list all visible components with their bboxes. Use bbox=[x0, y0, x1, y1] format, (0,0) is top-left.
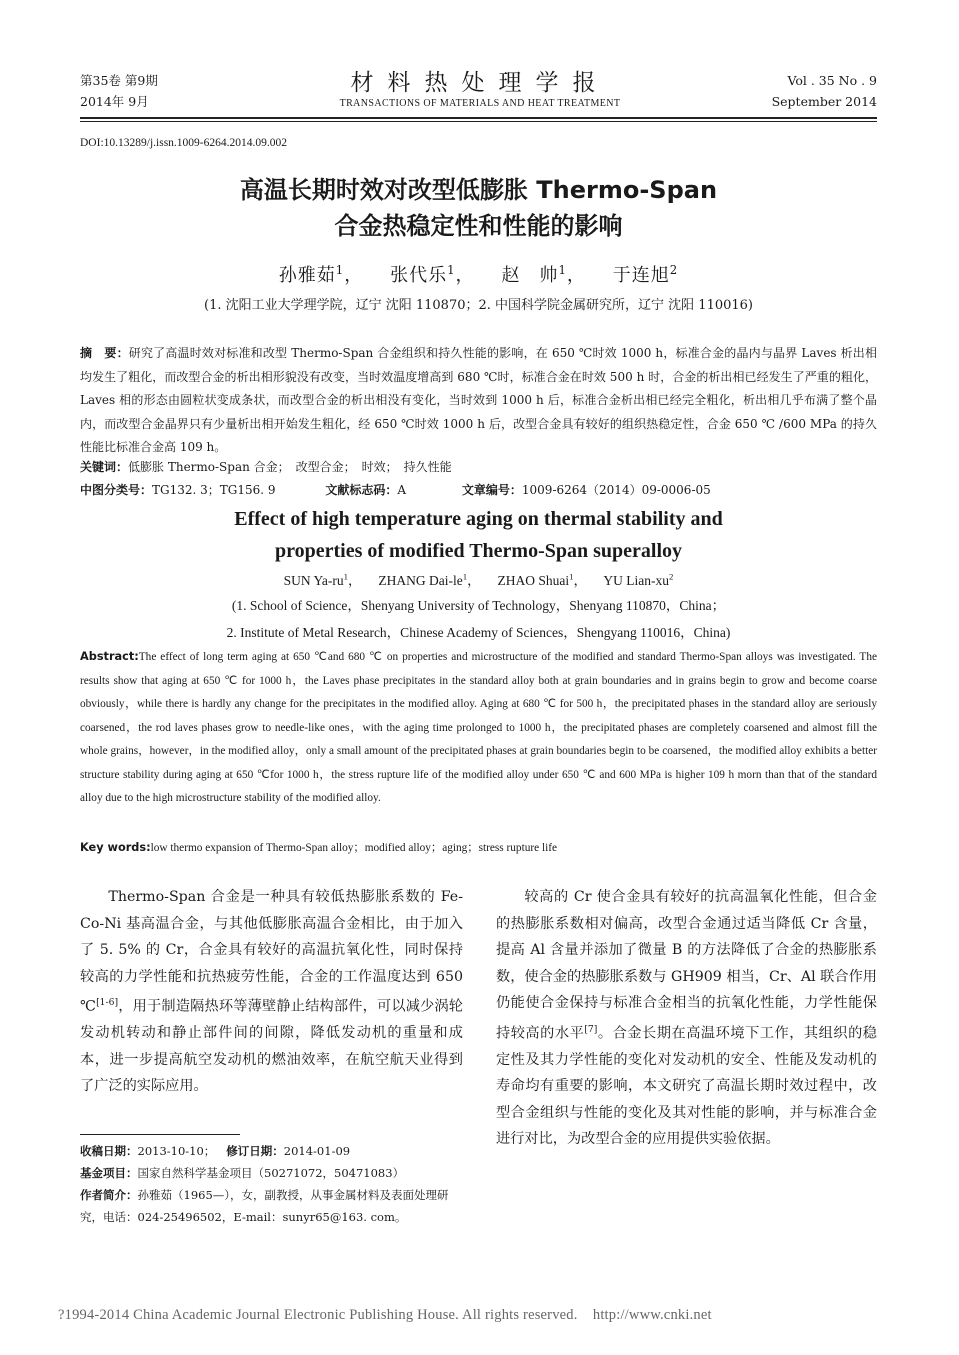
body-left-text: Thermo-Span 合金是一种具有较低热膨胀系数的 Fe-Co-Ni 基高温合金，与其他低膨胀高温合金相比，由于加入了 5. 5% 的 Cr，合金具有较好的高温抗氧化性，同时保持较高的力学性能和抗热疲劳性能，合金的工作温度达到 650 ℃ bbox=[80, 889, 463, 1015]
affiliation-cn: (1. 沈阳工业大学理学院，辽宁 沈阳 110870；2. 中国科学院金属研究所，辽宁 沈阳 110016) bbox=[204, 298, 753, 313]
journal-title-en: TRANSACTIONS OF MATERIALS AND HEAT TREATMENT bbox=[339, 98, 621, 109]
doc-code-label: 文献标志码： bbox=[325, 483, 398, 497]
author-en: ZHANG Dai-$le^1$， bbox=[378, 571, 481, 588]
author-en: YU Lian-$xu^2$ bbox=[603, 571, 674, 588]
keywords-en bbox=[80, 836, 877, 861]
footnote bbox=[80, 1140, 470, 1228]
body-column-left bbox=[80, 884, 463, 1100]
funding: 基金项目：国家自然科学基金项目（50271072，50471083） bbox=[80, 1166, 405, 1180]
header-right bbox=[772, 70, 877, 112]
article-no-value: 1009-6264（2014）09-0006-05 bbox=[521, 483, 711, 497]
classification-line bbox=[80, 479, 877, 503]
doc-code-value: A bbox=[397, 483, 407, 497]
date-cn: 2014年 9月 bbox=[80, 94, 149, 109]
body-right-tail: 。合金长期在高温环境下工作，其组织的稳定性及其力学性能的变化对发动机的安全、性能及发动机的寿命均有重要的影响，本文研究了高温长期时效过程中，改型合金组织与性能的变化及其对性能的影响，并与标准合金进行对比，为改型合金的应用提供实验依据。 bbox=[496, 1025, 877, 1148]
keywords-en-label: Key words: bbox=[80, 841, 151, 854]
author-cn: 赵 帅$^1$， bbox=[501, 263, 586, 286]
volume-issue-cn: 第35卷 第9期 bbox=[80, 73, 158, 88]
authors-cn bbox=[80, 261, 877, 287]
abstract-en-text: The effect of long term aging at 650 ℃and 680 ℃ on properties and microstructure of the modified and standard Thermo-Span alloys was investigated. The results show that aging at 650 ℃ for 1000 h，the Laves phase precipitates in the standard alloy both at grain boundaries and in grains begin to grow and become coarse obviously，while there is hardly any change for the precipitates in the modified alloy. Aging at 680 ℃ for 500 h，the precipitated phases in the standard alloy are seriously coarsened，the rod laves phases grow to needle-like ones，with the aging time prolonged to 1000 h，the precipitated phases are completely coarsened and almost fill the whole grains，however，in the modified alloy，only a small amount of the precipitated phases at grain boundaries begin to be coarsened，the modified alloy exhibits a better structure stability during aging at 650 ℃for 1000 h，the stress rupture life of the modified alloy under 650 ℃ and 600 MPa is higher 109 h morn than that of the standard alloy due to the high microstructure stability of the modified alloy. bbox=[80, 651, 877, 804]
abstract-en bbox=[80, 645, 877, 811]
author-en: SUN $Ya-ru^1$， bbox=[283, 571, 362, 588]
clc-value: TG132. 3；TG156. 9 bbox=[152, 483, 276, 497]
affiliation-en bbox=[80, 592, 877, 646]
keywords-en-text: low thermo expansion of Thermo-Span alloy；modified alloy；aging；stress rupture life bbox=[150, 842, 558, 854]
body-right-text: 较高的 Cr 使合金具有较好的抗高温氧化性能，但合金的热膨胀系数相对偏高，改型合金通过适当降低 Cr 含量，提高 Al 含量并添加了微量 B 的方法降低了合金的热膨胀系数，使合金的热膨胀系数与 GH909 相当，Cr、Al 联合作用仍能使合金保持与标准合金相当的抗氧化性能，力学性能保持较高的水平 bbox=[496, 889, 877, 1042]
keywords-cn-text: 低膨胀 Thermo-Span 合金； 改型合金； 时效； 持久性能 bbox=[128, 460, 452, 474]
title-en-line1: Effect of high temperature aging on thermal stability and bbox=[234, 508, 723, 530]
footnote-rule bbox=[80, 1134, 240, 1135]
body-left-tail: ，用于制造隔热环等薄壁静止结构部件，可以减少涡轮发动机转动和静止部件间的间隙，降低发动机的重量和成本，进一步提高航空发动机的燃油效率，在航空航天业得到了广泛的实际应用。 bbox=[80, 998, 463, 1095]
abstract-en-label: Abstract: bbox=[80, 650, 139, 663]
paper-title-cn bbox=[80, 172, 877, 244]
clc-label: 中图分类号： bbox=[80, 483, 153, 497]
author-cn: 于连旭$^2$ bbox=[612, 263, 679, 286]
article-no-label: 文章编号： bbox=[461, 483, 522, 497]
body-column-right bbox=[496, 884, 877, 1153]
abstract-cn-text: 研究了高温时效对标准和改型 Thermo-Span 合金组织和持久性能的影响，在 650 ℃时效 1000 h，标准合金的晶内与晶界 Laves 析出相均发生了粗化，而改型合金的析出相形貌没有改变，当时效温度增高到 680 ℃时，标准合金在时效 500 h 时，合金的析出相已经发生了严重的粗化，Laves 相的形态由圆粒状变成条状，而改型合金的析出相没有变化，当时效到 1000 h 后，标准合金析出相已经完全粗化，析出相几乎布满了整个晶内，而改型合金晶界只有少量析出相开始发生粗化，经 650 ℃时效 1000 h 后，改型合金具有较好的组织热稳定性，合金 650 ℃ /600 MPa 的持久性能比标准合金高 109 h。 bbox=[80, 346, 877, 454]
keywords-cn bbox=[80, 456, 877, 480]
abstract-cn bbox=[80, 342, 877, 460]
header-rule-thin bbox=[80, 121, 877, 122]
authors-en bbox=[80, 569, 877, 589]
volume-issue-en: Vol . 35 No . 9 bbox=[787, 73, 877, 88]
copyright-footer: ?1994-2014 China Academic Journal Electronic Publishing House. All rights reserved. http://www.cnki.net bbox=[58, 1307, 712, 1323]
header-rule-thick bbox=[80, 117, 877, 119]
received-dates: 收稿日期：2013-10-10； 修订日期：2014-01-09 bbox=[80, 1144, 351, 1158]
journal-title-cn: 材料热处理学报 bbox=[350, 70, 610, 96]
title-cn-line1: 高温长期时效对改型低膨胀 Thermo-Span bbox=[239, 176, 718, 204]
paper-title-en bbox=[80, 503, 877, 567]
title-en-line2: properties of modified Thermo-Span superalloy bbox=[274, 540, 683, 562]
author-cn: 张代乐$^1$， bbox=[390, 263, 475, 286]
citation-ref: [7] bbox=[584, 1023, 598, 1035]
header-left bbox=[80, 70, 158, 112]
abstract-cn-label: 摘 要： bbox=[80, 346, 129, 360]
citation-ref: [1-6] bbox=[96, 997, 119, 1008]
author-cn: 孙雅茹$^1$， bbox=[278, 263, 364, 286]
affiliation-en-line1: (1. School of Science，Shenyang University of Technology，Shenyang 110870，China； bbox=[231, 598, 726, 613]
keywords-cn-label: 关键词： bbox=[80, 460, 129, 474]
date-en: September 2014 bbox=[771, 94, 877, 109]
author-bio: 作者简介：孙雅茹（1965—），女，副教授，从事金属材料及表面处理研究，电话：024-25496502，E-mail：sunyr65@163. com。 bbox=[80, 1188, 449, 1224]
author-en: ZHAO Shuai$^1$， bbox=[497, 571, 588, 588]
doi: DOI:10.13289/j.issn.1009-6264.2014.09.002 bbox=[80, 137, 287, 149]
affiliation-en-line2: 2. Institute of Metal Research，Chinese Academy of Sciences，Shengyang 110016，China) bbox=[226, 625, 731, 640]
title-cn-line2: 合金热稳定性和性能的影响 bbox=[334, 212, 623, 240]
